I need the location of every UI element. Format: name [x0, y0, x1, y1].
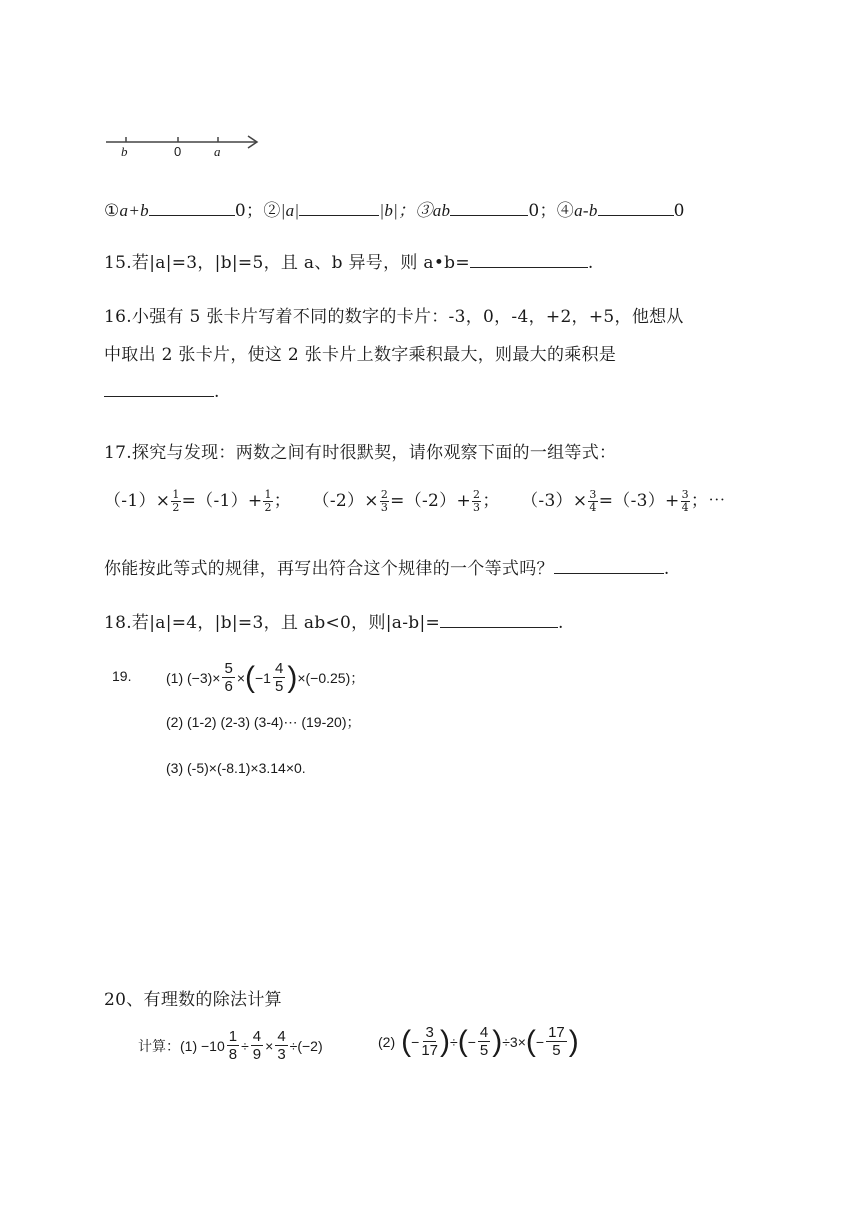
- q17-eq3-num-a: 3: [589, 488, 597, 501]
- q17-eq2-den-b: 3: [473, 501, 481, 514]
- q20-p2-f1-den: 17: [421, 1042, 438, 1059]
- number-line-label-b: b: [121, 144, 128, 159]
- q20-p2-minus2: −: [467, 1033, 476, 1050]
- q19-part-3: (3) (-5)×(-8.1)×3.14×0.: [166, 760, 306, 776]
- q20-p2-c: ÷3×: [502, 1033, 526, 1050]
- q20-p1-b: ÷: [241, 1037, 249, 1054]
- q16-blank[interactable]: [104, 380, 214, 397]
- q14-end: 0: [673, 201, 685, 221]
- q20-p2-f2-den: 5: [479, 1042, 489, 1059]
- number-line: [104, 128, 264, 162]
- q19-p1-frac2: [273, 660, 285, 695]
- q17-eq2-end: ；: [482, 491, 500, 511]
- q14-expr-1: a+b: [119, 201, 149, 220]
- q14-blank-3[interactable]: [450, 199, 528, 216]
- q20-p1-f3-den: 3: [277, 1046, 286, 1063]
- q20-p1-frac3: [275, 1028, 287, 1063]
- q20-title: 20、有理数的除法计算: [104, 990, 282, 1010]
- q14-blank-2[interactable]: [299, 199, 379, 216]
- q19-p1-f1-den: 6: [224, 678, 233, 695]
- q20-p2-minus3: −: [535, 1033, 545, 1050]
- q20-p2-f3-den: 5: [552, 1042, 561, 1059]
- q19-p1-a: (1) (−3)×: [166, 669, 221, 686]
- q20-p1-f1-num: 1: [228, 1028, 238, 1045]
- q14-expr-2b: |b|；③: [379, 201, 433, 220]
- q19-p1-f2-den: 5: [274, 678, 284, 695]
- q20-p2-f3-num: 17: [548, 1024, 565, 1041]
- q20-p2-f1-num: 3: [425, 1024, 434, 1041]
- q20-p1-f3-num: 4: [277, 1028, 286, 1045]
- q20-p1-c: ×: [265, 1037, 274, 1054]
- q20-part-2: [378, 1024, 579, 1059]
- q20-p2-f2-num: 4: [479, 1024, 489, 1041]
- question-17-line3: [104, 554, 670, 579]
- q17-eq2-frac-a: [380, 489, 389, 514]
- question-17-line1: 17.探究与发现：两数之间有时很默契，请你观察下面的一组等式：: [104, 443, 617, 463]
- q17-eq3-frac-b: [681, 489, 690, 514]
- q17-eq1-den-b: 2: [264, 501, 272, 514]
- q20-p1-f2-num: 4: [252, 1028, 262, 1045]
- q14-circle-1: ①: [104, 201, 120, 221]
- number-line-label-0: 0: [174, 144, 182, 159]
- q17-eq1-frac-a: [171, 489, 180, 514]
- q17-eq3-den-a: 4: [589, 501, 597, 514]
- q19-p1-frac1: [222, 660, 234, 695]
- q19-p1-rparen: ): [287, 660, 298, 694]
- q20-label: 计算：: [138, 1037, 180, 1054]
- q20-p1-frac1: [227, 1028, 239, 1063]
- q17-eq2-num-a: 2: [380, 488, 389, 501]
- q17-eq-3: [521, 488, 726, 514]
- q20-p2-b: ÷: [450, 1033, 458, 1050]
- q17-eq3-num-b: 3: [681, 488, 689, 501]
- q20-p1-frac2: [251, 1028, 263, 1063]
- q14-blank-4[interactable]: [598, 199, 674, 216]
- q17-blank[interactable]: [554, 557, 664, 574]
- q19-p1-d: ×(−0.25)；: [297, 669, 365, 686]
- q17-eq2-mid: =（-2）+: [390, 491, 472, 511]
- number-line-label-a: a: [214, 144, 221, 159]
- q14-expr-3: ab: [432, 201, 451, 220]
- q17-eq1-num-a: 1: [172, 488, 180, 501]
- q20-p1-a: (1) −10: [180, 1037, 225, 1054]
- q20-p2-frac1: [421, 1024, 438, 1059]
- q20-p2-minus1: −: [411, 1033, 420, 1050]
- q15-text: 15.若|a|=3，|b|=5，且 a、b 异号，则 a•b=: [104, 253, 470, 273]
- q19-number: 19.: [112, 668, 132, 684]
- question-17-equations: [104, 486, 726, 514]
- q17-eq1-left: （-1）×: [104, 491, 171, 511]
- q17-eq2-frac-b: [472, 489, 481, 514]
- q20-p2-rparen2: ): [492, 1024, 503, 1058]
- q19-part-1: [166, 660, 364, 695]
- q14-blank-1[interactable]: [149, 199, 235, 216]
- q17-eq1-num-b: 1: [264, 488, 272, 501]
- q14-sep-1: 0；②: [234, 201, 281, 221]
- q20-p2-rparen3: ): [568, 1024, 579, 1058]
- q20-p2-lparen2: (: [457, 1024, 468, 1058]
- q20-p2-lparen1: (: [401, 1024, 412, 1058]
- q20-part-1: [138, 1028, 323, 1063]
- q20-p1-f2-den: 9: [252, 1046, 262, 1063]
- q17-eq2-left: （-2）×: [312, 491, 379, 511]
- q19-p1-c: −1: [255, 669, 271, 686]
- q18-end: .: [558, 613, 564, 633]
- q16-end: .: [214, 382, 220, 402]
- q17-eq1-end: ；: [273, 491, 292, 511]
- q17-eq1-mid: =（-1）+: [181, 491, 263, 511]
- q19-p1-lparen: (: [245, 660, 255, 694]
- q20-p2-a: (2): [378, 1033, 396, 1050]
- q17-eq1-frac-b: [263, 489, 272, 514]
- q20-p2-lparen3: (: [525, 1024, 536, 1058]
- q15-end: .: [587, 253, 594, 273]
- question-16-line3: [104, 380, 220, 402]
- q14-expr-2a: |a|: [280, 201, 300, 220]
- q17-eq3-mid: =（-3）+: [598, 491, 680, 511]
- q20-p2-frac2: [478, 1024, 490, 1059]
- q17-eq3-frac-a: [588, 489, 597, 514]
- q20-p2-rparen1: ): [440, 1024, 450, 1058]
- q19-p1-f1-num: 5: [224, 660, 233, 677]
- q17-eq-1: [104, 488, 297, 514]
- question-16-line2: 中取出 2 张卡片，使这 2 张卡片上数字乘积最大，则最大的乘积是: [104, 345, 617, 365]
- q19-p1-f2-num: 4: [274, 660, 284, 677]
- q17-eq3-end: ；⋯: [690, 491, 726, 511]
- q20-p1-d: ÷(−2): [289, 1037, 323, 1054]
- q20-p2-frac3: [546, 1024, 567, 1059]
- q20-p1-f1-den: 8: [228, 1046, 238, 1063]
- q17-eq2-num-b: 2: [473, 488, 481, 501]
- question-15: [104, 248, 594, 273]
- q17-eq3-den-b: 4: [681, 501, 689, 514]
- q14-sep-3: 0；④: [528, 201, 575, 221]
- q19-p1-b: ×: [236, 669, 245, 686]
- question-18: [104, 608, 564, 633]
- q17-prompt: 你能按此等式的规律，再写出符合这个规律的一个等式吗？: [104, 559, 554, 579]
- q18-text: 18.若|a|=4，|b|=3，且 ab<0，则|a-b|=: [104, 613, 441, 633]
- question-16-line1: 16.小强有 5 张卡片写着不同的数字的卡片：-3，0，-4，+2，+5，他想从: [104, 307, 684, 327]
- q17-eq-2: [312, 488, 506, 514]
- q17-eq3-left: （-3）×: [521, 491, 588, 511]
- q19-part-2: (2) (1-2) (2-3) (3-4)⋯ (19-20)；: [166, 714, 361, 730]
- q14-expr-4: a-b: [574, 201, 598, 220]
- q17-end: .: [663, 559, 670, 579]
- q17-eq1-den-a: 2: [172, 501, 180, 514]
- q17-eq2-den-a: 3: [380, 501, 389, 514]
- q18-blank[interactable]: [440, 611, 558, 628]
- q14-line: [104, 196, 685, 221]
- q15-blank[interactable]: [470, 251, 588, 268]
